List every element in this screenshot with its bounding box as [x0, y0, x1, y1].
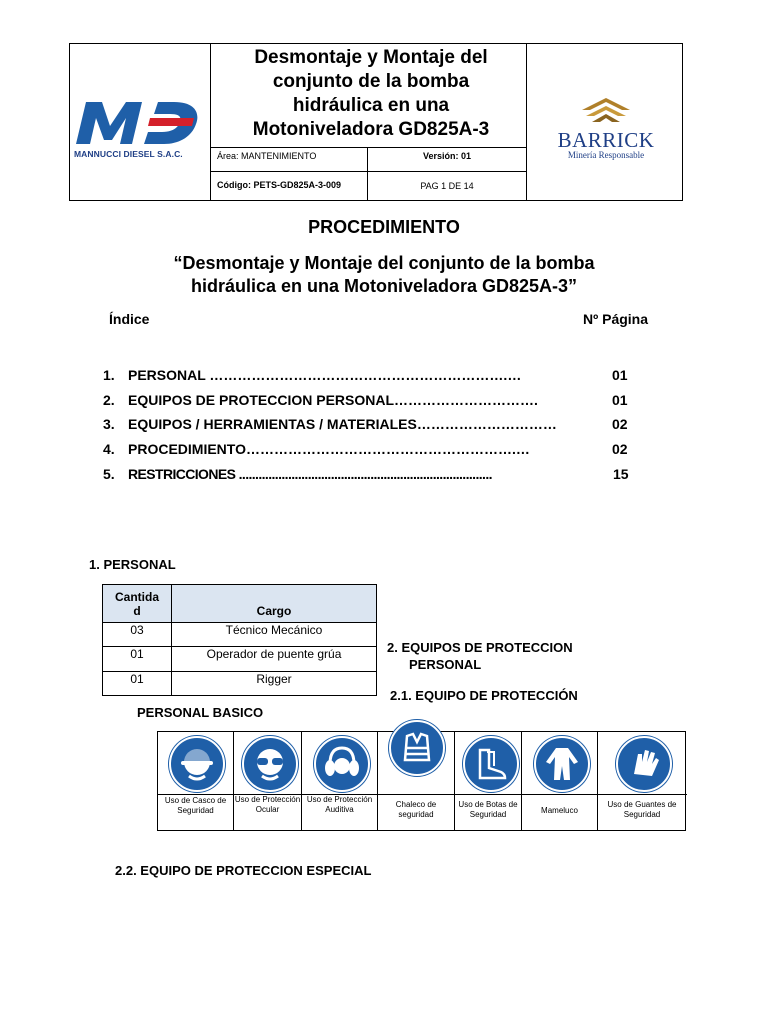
header-title-line: hidráulica en una	[292, 95, 450, 116]
header-grid-line	[210, 171, 527, 172]
version-field: Versión: 01	[422, 151, 472, 161]
company-name: MANNUCCI DIESEL S.A.C.	[74, 149, 183, 159]
table-row	[103, 647, 377, 672]
header-title	[216, 46, 526, 142]
column-header-line: Cantida	[114, 589, 159, 604]
page-field: PAG 1 DE 14	[420, 181, 474, 191]
toc-item-number: 4.	[103, 441, 115, 457]
document-subtitle	[0, 252, 768, 298]
toc-item-number: 1.	[103, 367, 115, 383]
subsection-basic-ppe-heading: 2.1. EQUIPO DE PROTECCIÓN	[390, 688, 578, 703]
section-epp-line: PERSONAL	[409, 657, 482, 672]
role-cell: Técnico Mecánico	[172, 623, 377, 647]
section-personal-heading: 1. PERSONAL	[89, 557, 176, 572]
goggles-icon	[242, 736, 298, 792]
toc-item-text: PROCEDIMIENTO………………………………………………….…	[128, 441, 530, 457]
table-header-row	[103, 585, 377, 623]
ppe-item	[234, 732, 302, 830]
ppe-item	[378, 732, 455, 830]
toc-item-number: 3.	[103, 416, 115, 432]
column-header-quantity	[103, 585, 172, 623]
toc-item[interactable]	[103, 392, 538, 408]
toc-item-page: 01	[612, 367, 628, 383]
toc-item-number: 5.	[103, 466, 115, 482]
ppe-item	[522, 732, 598, 830]
ppe-label: Uso de Protección Auditiva	[306, 795, 373, 814]
toc-item-page: 02	[612, 416, 628, 432]
header-title-line: Desmontaje y Montaje del	[254, 47, 488, 68]
subsection-basic-ppe-heading-cont: PERSONAL BASICO	[137, 705, 264, 720]
toc-item[interactable]	[103, 416, 557, 432]
boots-icon	[463, 736, 519, 792]
page-number-label: Nº Página	[583, 311, 649, 327]
vest-icon	[389, 720, 445, 776]
ppe-item	[455, 732, 522, 830]
ppe-label: Uso de Guantes de Seguridad	[607, 800, 677, 819]
gloves-icon	[616, 736, 672, 792]
toc-item-page: 15	[613, 466, 629, 482]
toc-item-page: 02	[612, 441, 628, 457]
mannucci-diesel-logo	[74, 100, 200, 159]
personnel-table	[102, 584, 377, 696]
section-epp-line: 2. EQUIPOS DE PROTECCION	[387, 640, 573, 655]
role-cell: Operador de puente grúa	[172, 647, 377, 672]
toc-item[interactable]	[103, 441, 530, 457]
toc-item[interactable]	[103, 367, 521, 383]
quantity-cell: 03	[103, 623, 172, 647]
ppe-label: Uso de Casco de Seguridad	[164, 796, 227, 815]
column-header-role: Cargo	[172, 585, 377, 623]
header-title-line: conjunto de la bomba	[272, 71, 470, 92]
subtitle-line: hidráulica en una Motoniveladora GD825A-3”	[190, 276, 578, 296]
ppe-item	[302, 732, 378, 830]
helmet-icon	[169, 736, 225, 792]
subsection-special-ppe-heading: 2.2. EQUIPO DE PROTECCION ESPECIAL	[115, 863, 372, 878]
toc-item-page: 01	[612, 392, 628, 408]
toc-item-text: EQUIPOS DE PROTECCION PERSONAL………………………….	[128, 392, 538, 408]
area-field: Área: MANTENIMIENTO	[217, 151, 317, 161]
ppe-label: Uso de Botas de Seguridad	[458, 800, 518, 819]
toc-item[interactable]	[103, 466, 492, 482]
section-epp-heading	[387, 639, 573, 673]
role-cell: Rigger	[172, 672, 377, 696]
ppe-label: Uso de Protección Ocular	[234, 795, 301, 814]
table-row	[103, 672, 377, 696]
header-divider-left	[210, 43, 211, 201]
ppe-item	[598, 732, 686, 830]
header-divider-right	[526, 43, 527, 201]
ppe-icon-strip	[157, 731, 686, 831]
code-field: Código: PETS-GD825A-3-009	[217, 180, 342, 190]
coverall-icon	[534, 736, 590, 792]
toc-item-text: EQUIPOS / HERRAMIENTAS / MATERIALES…………………………	[128, 416, 557, 432]
column-header-line: d	[133, 603, 141, 618]
md-logo-mark-icon	[74, 100, 200, 146]
toc-item-number: 2.	[103, 392, 115, 408]
page-heading: PROCEDIMIENTO	[308, 217, 460, 237]
subtitle-line: “Desmontaje y Montaje del conjunto de la bomba	[173, 253, 595, 273]
quantity-cell: 01	[103, 647, 172, 672]
barrick-tagline: Minería Responsable	[567, 150, 645, 160]
barrick-emblem-icon	[552, 96, 660, 124]
toc-item-text: RESTRICCIONES .............................................................................	[128, 466, 492, 482]
ear-protection-icon	[314, 736, 370, 792]
barrick-brand: BARRICK	[557, 128, 655, 152]
toc-item-text: PERSONAL ……………………………………………………….…	[128, 367, 522, 383]
header-title-line: Motoniveladora GD825A-3	[252, 119, 490, 140]
index-label: Índice	[109, 311, 150, 327]
table-row	[103, 623, 377, 647]
quantity-cell: 01	[103, 672, 172, 696]
ppe-label: Chaleco de seguridad	[395, 800, 437, 819]
ppe-label: Mameluco	[541, 806, 578, 815]
header-grid-line	[210, 147, 527, 148]
ppe-item	[158, 732, 234, 830]
barrick-logo	[552, 96, 660, 160]
